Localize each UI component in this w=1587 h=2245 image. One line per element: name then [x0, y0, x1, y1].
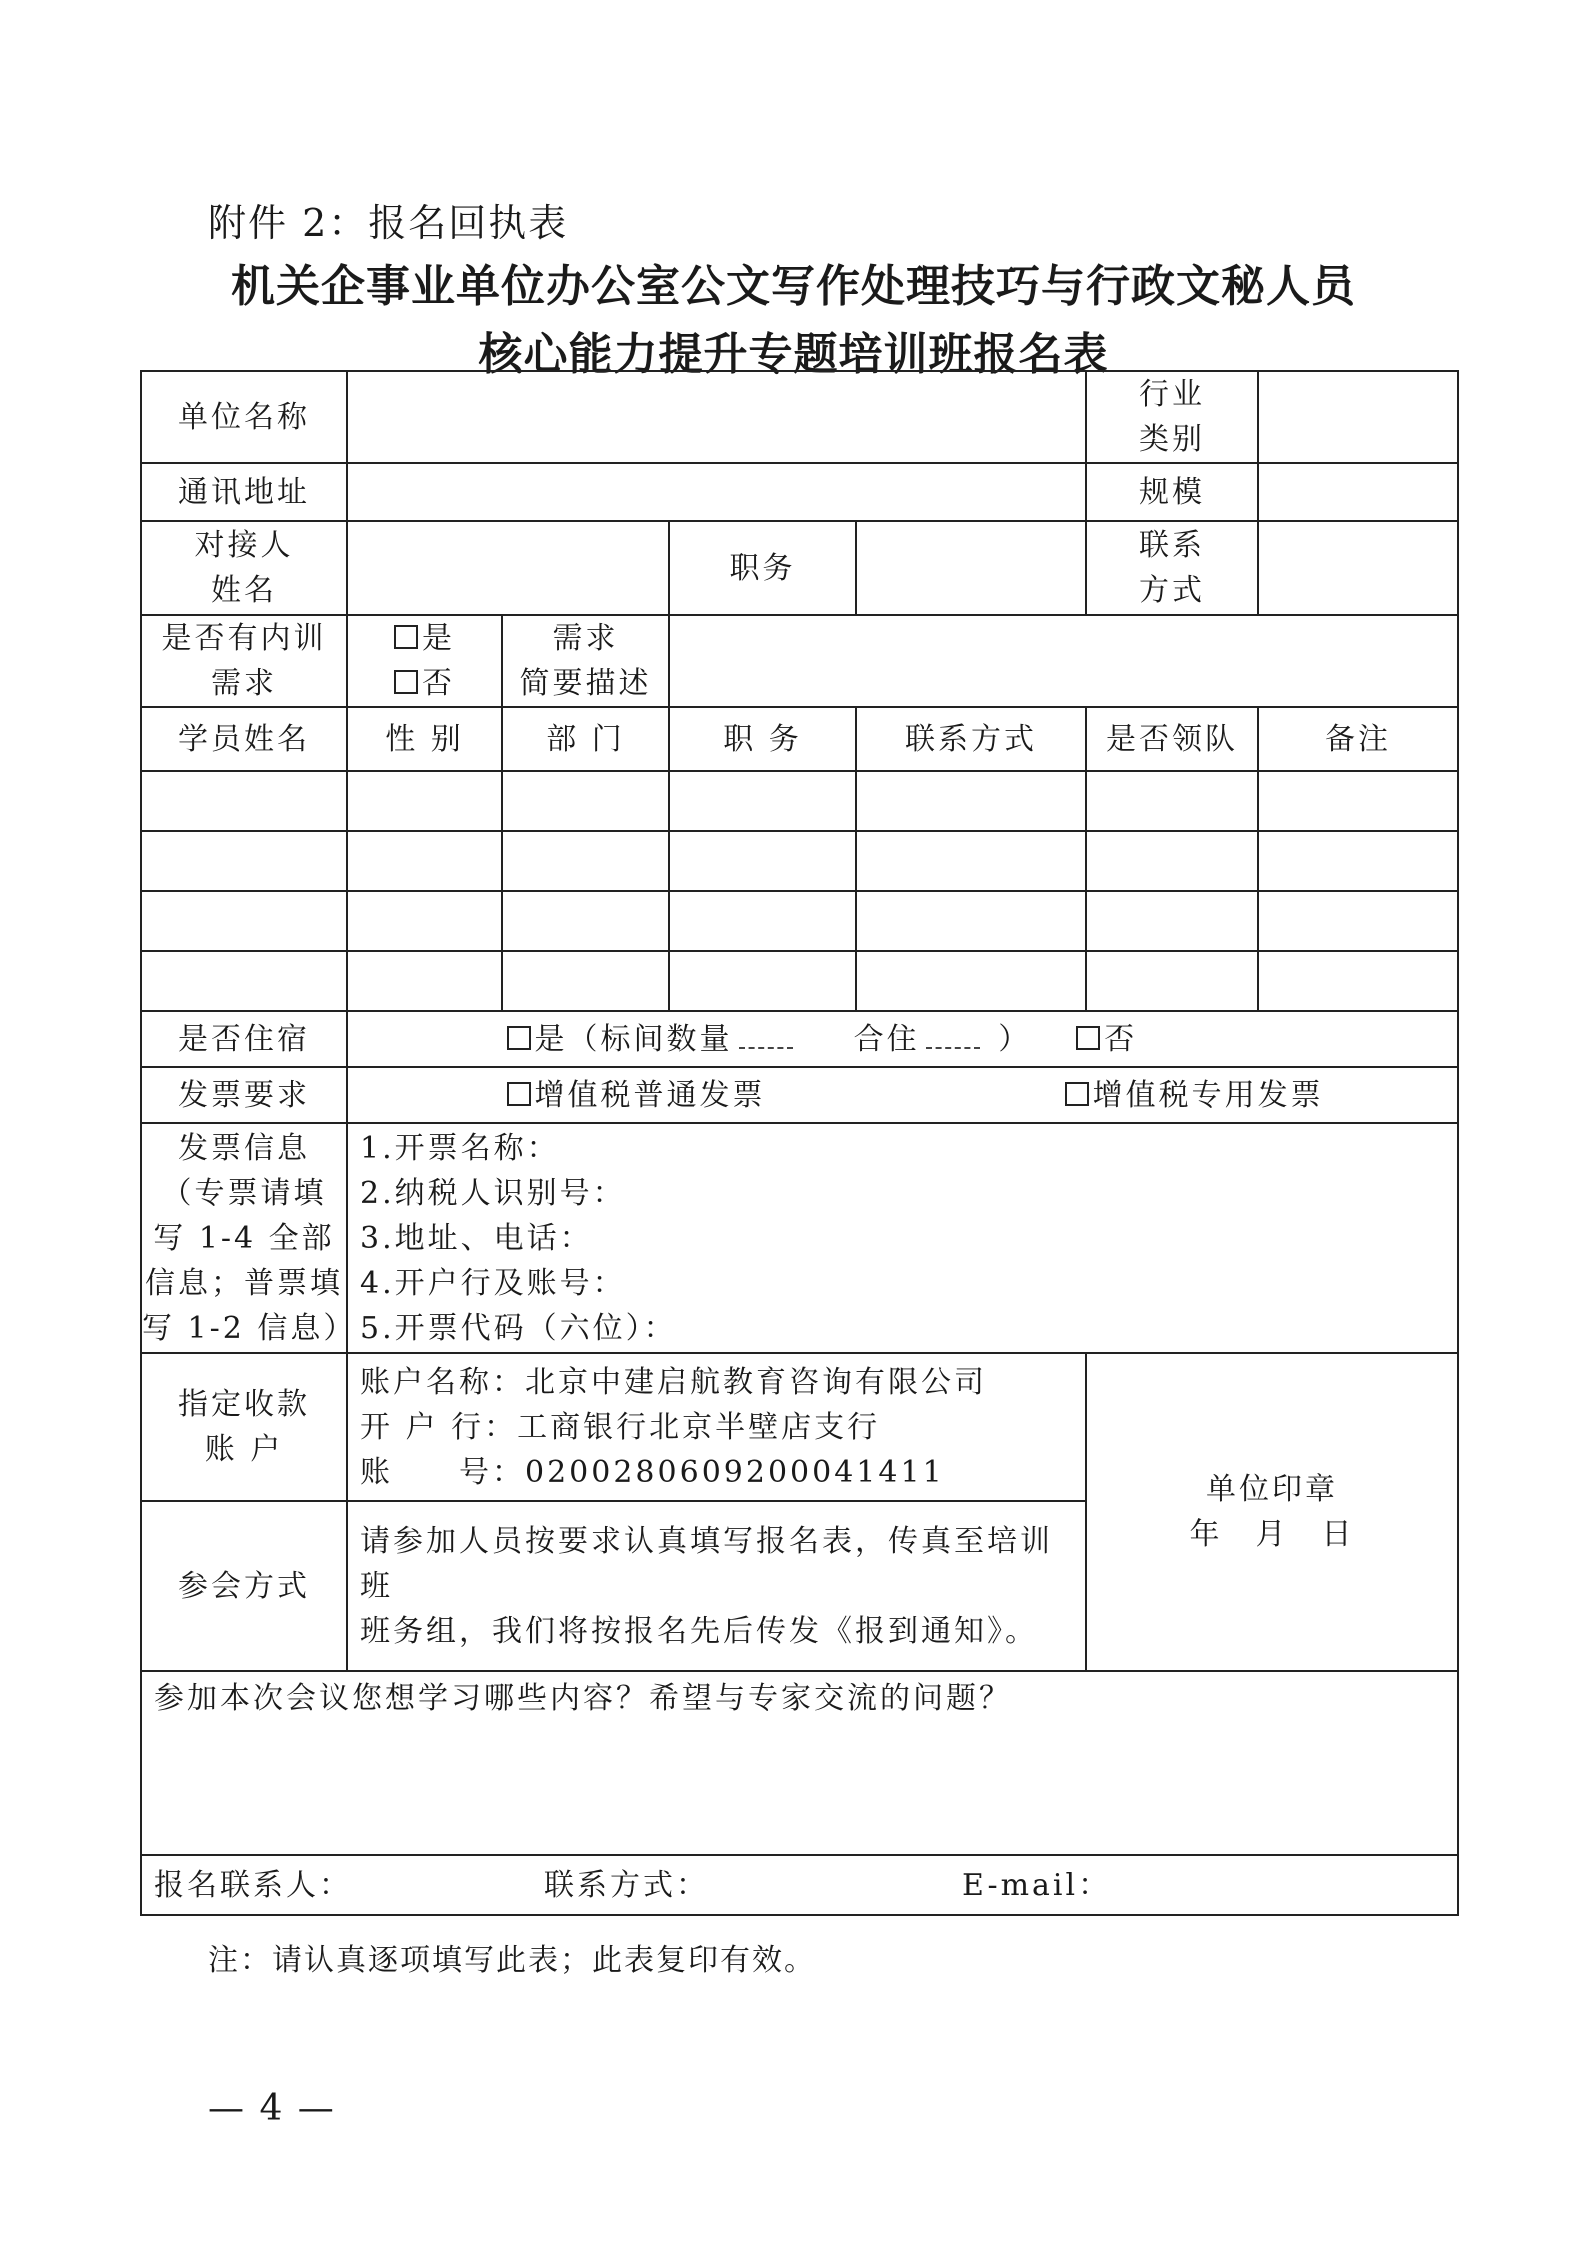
- position-label: 职务: [669, 521, 856, 615]
- invoice-item: 5.开票代码（六位）：: [360, 1310, 677, 1346]
- attendance-method-label: 参会方式: [141, 1501, 347, 1671]
- form-title-line1: 机关企事业单位办公室公文写作处理技巧与行政文秘人员: [231, 261, 1356, 312]
- trainee-cell[interactable]: [347, 951, 502, 1011]
- trainee-cell[interactable]: [502, 891, 669, 951]
- no-option-label: 否: [422, 666, 455, 701]
- page-number: — 4 —: [208, 2088, 336, 2129]
- industry-label: 行业 类别: [1086, 371, 1258, 463]
- contact-person-label: 对接人 姓名: [141, 521, 347, 615]
- account-name-line: 账户名称：北京中建启航教育咨询有限公司: [360, 1364, 987, 1400]
- lodging-close-paren: ）: [998, 1021, 1032, 1057]
- trainee-row: [141, 951, 1458, 1011]
- form-title-line2: 核心能力提升专题培训班报名表: [478, 329, 1109, 380]
- contact-method-field[interactable]: [1258, 521, 1458, 615]
- ordinary-invoice-label: 增值税普通发票: [534, 1077, 766, 1113]
- registration-contact-label: 报名联系人：: [154, 1867, 352, 1903]
- trainee-cell[interactable]: [856, 831, 1086, 891]
- internal-training-label: 是否有内训 需求: [141, 615, 347, 707]
- header-trainee-name: 学员姓名: [141, 707, 347, 771]
- trainee-cell[interactable]: [1258, 771, 1458, 831]
- trainee-cell[interactable]: [141, 951, 347, 1011]
- header-position: 职 务: [669, 707, 856, 771]
- header-department: 部 门: [502, 707, 669, 771]
- email-label: E-mail：: [962, 1867, 1112, 1903]
- trainee-cell[interactable]: [1258, 891, 1458, 951]
- room-count-blank[interactable]: [739, 1041, 793, 1049]
- trainee-cell[interactable]: [502, 771, 669, 831]
- trainee-cell[interactable]: [1258, 831, 1458, 891]
- trainee-cell[interactable]: [1086, 831, 1258, 891]
- trainee-cell[interactable]: [141, 771, 347, 831]
- trainee-cell[interactable]: [669, 831, 856, 891]
- scale-label: 规模: [1086, 463, 1258, 521]
- invoice-item: 4.开户行及账号：: [360, 1265, 626, 1301]
- no-checkbox[interactable]: [394, 670, 418, 694]
- trainee-cell[interactable]: [669, 891, 856, 951]
- trainee-cell[interactable]: [856, 771, 1086, 831]
- header-gender: 性 别: [347, 707, 502, 771]
- seal-label: 单位印章: [1206, 1472, 1338, 1507]
- address-field[interactable]: [347, 463, 1086, 521]
- header-team-leader: 是否领队: [1086, 707, 1258, 771]
- special-invoice-checkbox[interactable]: [1065, 1082, 1089, 1106]
- trainee-cell[interactable]: [1086, 771, 1258, 831]
- lodging-no-label: 否: [1104, 1021, 1138, 1057]
- registration-contact-row: [141, 1855, 1458, 1915]
- invoice-info-fields[interactable]: [347, 1123, 1458, 1353]
- trainee-cell[interactable]: [669, 771, 856, 831]
- address-label: 通讯地址: [141, 463, 347, 521]
- contact-method-label: 联系 方式: [1086, 521, 1258, 615]
- trainee-cell[interactable]: [141, 831, 347, 891]
- industry-field[interactable]: [1258, 371, 1458, 463]
- trainee-row: [141, 831, 1458, 891]
- contact-person-field[interactable]: [347, 521, 669, 615]
- trainee-row: [141, 771, 1458, 831]
- scale-field[interactable]: [1258, 463, 1458, 521]
- question-text: 参加本次会议您想学习哪些内容？希望与专家交流的问题？: [154, 1681, 1012, 1716]
- invoice-item: 2.纳税人识别号：: [360, 1175, 626, 1211]
- seal-date: 年 月 日: [1189, 1517, 1355, 1552]
- unit-name-label: 单位名称: [141, 371, 347, 463]
- unit-name-field[interactable]: [347, 371, 1086, 463]
- internal-training-options: [347, 615, 502, 707]
- trainee-cell[interactable]: [347, 891, 502, 951]
- lodging-label: 是否住宿: [141, 1011, 347, 1067]
- lodging-shared-label: 合住: [853, 1021, 920, 1057]
- trainee-cell[interactable]: [347, 771, 502, 831]
- form-note: 注：请认真逐项填写此表；此表复印有效。: [208, 1943, 816, 1978]
- attendance-method-text: 请参加人员按要求认真填写报名表，传真至培训班 班务组，我们将按报名先后传发《报到通知》。: [347, 1501, 1086, 1671]
- trainee-cell[interactable]: [856, 951, 1086, 1011]
- yes-checkbox[interactable]: [394, 625, 418, 649]
- special-invoice-label: 增值税专用发票: [1092, 1077, 1324, 1113]
- needs-description-label: 需求 简要描述: [502, 615, 669, 707]
- annex-label: 附件 2：报名回执表: [208, 201, 569, 245]
- unit-seal-area[interactable]: [1086, 1353, 1458, 1671]
- bank-line: 开 户 行：工商银行北京半壁店支行: [360, 1409, 881, 1445]
- trainee-cell[interactable]: [1258, 951, 1458, 1011]
- invoice-item: 1.开票名称：: [360, 1130, 560, 1166]
- lodging-options: [347, 1011, 1458, 1067]
- ordinary-invoice-checkbox[interactable]: [507, 1082, 531, 1106]
- shared-count-blank[interactable]: [926, 1041, 980, 1049]
- registration-form-table: [140, 370, 1459, 1916]
- yes-option-label: 是: [422, 621, 455, 656]
- payment-account-label: 指定收款 账 户: [141, 1353, 347, 1501]
- footer-contact-method-label: 联系方式：: [544, 1867, 709, 1903]
- trainee-cell[interactable]: [856, 891, 1086, 951]
- lodging-no-checkbox[interactable]: [1076, 1026, 1100, 1050]
- invoice-requirement-options: [347, 1067, 1458, 1123]
- trainee-cell[interactable]: [141, 891, 347, 951]
- trainee-cell[interactable]: [1086, 891, 1258, 951]
- lodging-yes-checkbox[interactable]: [507, 1026, 531, 1050]
- trainee-cell[interactable]: [669, 951, 856, 1011]
- header-remarks: 备注: [1258, 707, 1458, 771]
- invoice-item: 3.地址、电话：: [360, 1220, 593, 1256]
- needs-description-field[interactable]: [669, 615, 1458, 707]
- position-field[interactable]: [856, 521, 1086, 615]
- trainee-cell[interactable]: [347, 831, 502, 891]
- trainee-cell[interactable]: [502, 951, 669, 1011]
- question-field[interactable]: [141, 1671, 1458, 1855]
- invoice-info-label: 发票信息 （专票请填 写 1-4 全部 信息；普票填 写 1-2 信息）: [141, 1123, 347, 1353]
- trainee-cell[interactable]: [502, 831, 669, 891]
- header-contact: 联系方式: [856, 707, 1086, 771]
- payment-account-details: [347, 1353, 1086, 1501]
- invoice-requirement-label: 发票要求: [141, 1067, 347, 1123]
- account-number-line: 账 号：0200280609200041411: [360, 1454, 945, 1490]
- trainee-cell[interactable]: [1086, 951, 1258, 1011]
- trainee-row: [141, 891, 1458, 951]
- lodging-yes-label: 是（标间数量: [534, 1021, 733, 1057]
